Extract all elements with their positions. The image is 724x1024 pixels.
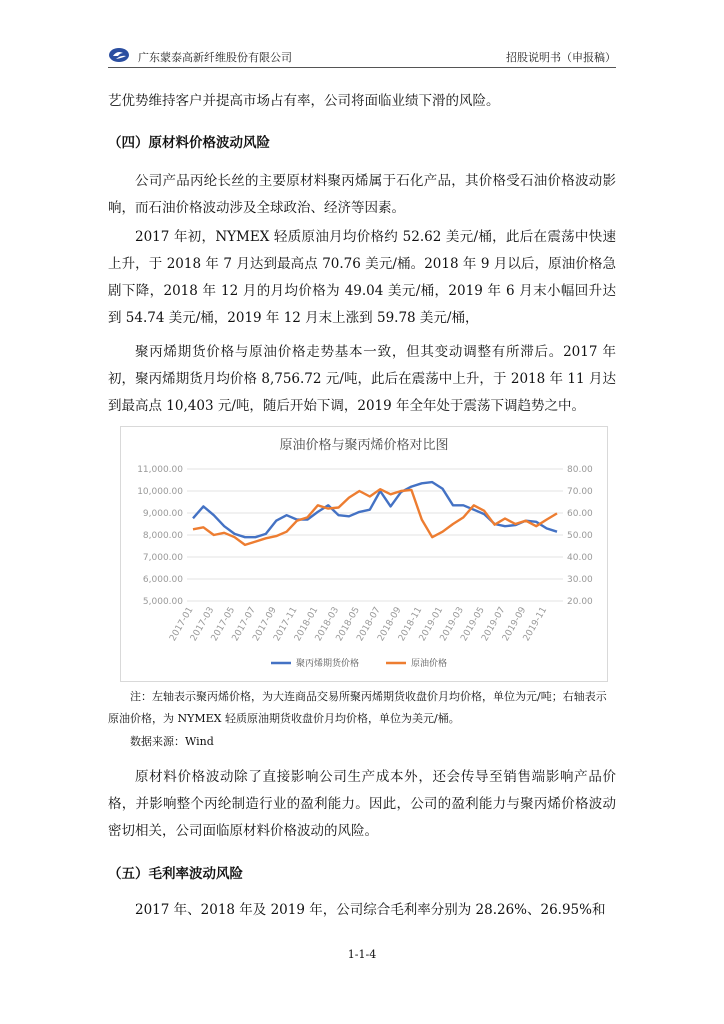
x-axis-tick: 2017-01 [168,605,196,644]
right-axis-tick: 40.00 [567,553,593,563]
paragraph-5: 2017 年、2018 年及 2019 年，公司综合毛利率分别为 28.26%、26.95%和 [135,902,606,918]
x-axis-tick: 2017-09 [251,605,279,644]
x-axis-tick: 2018-11 [396,605,425,644]
x-axis-tick: 2019-01 [417,605,446,644]
left-axis-tick: 5,000.00 [142,597,183,607]
legend-label: 聚丙烯期货价格 [296,659,360,669]
left-axis-tick: 10,000.00 [137,487,183,497]
left-axis-tick: 8,000.00 [142,531,183,541]
x-axis-tick: 2017-05 [209,605,238,644]
x-axis-tick: 2018-05 [334,605,362,644]
x-axis-tick: 2017-03 [188,605,217,644]
company-name: 广东蒙泰高新纤维股份有限公司 [138,51,292,64]
x-axis-tick: 2018-07 [355,605,383,644]
right-axis-tick: 70.00 [567,487,593,497]
polypropylene-price-line [193,482,557,537]
x-axis-tick: 2018-09 [376,605,404,644]
section-heading-4: （四）原材料价格波动风险 [108,135,270,151]
document-type: 招股说明书（申报稿） [506,51,616,64]
legend-label: 原油价格 [411,659,448,669]
x-axis-tick: 2017-11 [272,605,300,644]
right-axis-tick: 20.00 [567,597,593,607]
x-axis-tick: 2019-03 [438,605,466,644]
section-heading-5: （五）毛利率波动风险 [108,866,243,882]
x-axis-tick: 2019-07 [480,605,508,644]
paragraph-1: 公司产品丙纶长丝的主要原材料聚丙烯属于石化产品，其价格受石油价格波动影响，而石油价格波动涉及全球政治、经济等因素。 [108,173,616,216]
paragraph-4: 原材料价格波动除了直接影响公司生产成本外，还会传导至销售端影响产品价格，并影响整个丙纶制造行业的盈利能力。因此，公司的盈利能力与聚丙烯价格波动密切相关，公司面临原材料价格波动的风险。 [108,769,616,839]
data-source: 数据来源：Wind [130,735,214,748]
paragraph-3: 聚丙烯期货价格与原油价格走势基本一致，但其变动调整有所滞后。2017 年初，聚丙烯期货月均价格 8,756.72 元/吨，此后在震荡中上升，于 2018 年 11 月达到最高点 10,403 元/吨，随后开始下调，2019 年全年处于震荡下调趋势之中。 [108,344,616,414]
left-axis-tick: 9,000.00 [142,509,183,519]
right-axis-tick: 50.00 [567,531,593,541]
right-axis-tick: 80.00 [567,465,593,475]
right-axis-tick: 60.00 [567,509,593,519]
chart-note: 注：左轴表示聚丙烯价格，为大连商品交易所聚丙烯期货收盘价月均价格，单位为元/吨；右轴表示原油价格，为 NYMEX 轻质原油期货收盘价月均价格，单位为美元/桶。 [108,690,607,725]
chart-svg [121,427,607,681]
x-axis-tick: 2019-05 [459,605,487,644]
left-axis-tick: 6,000.00 [142,575,183,585]
paragraph-2: 2017 年初，NYMEX 轻质原油月均价格约 52.62 美元/桶，此后在震荡中快速上升，于 2018 年 7 月达到最高点 70.76 美元/桶。2018 年 9 月以后，原油价格急剧下降，2018 年 12 月的月均价格为 49.04 美元/桶，2019 年 6 月末小幅回升达到 54.74 美元/桶，2019 年 12 月末上涨到 59.78 美元/桶， [108,229,616,326]
x-axis-tick: 2019-11 [521,605,550,644]
paragraph-top: 艺优势维持客户并提高市场占有率，公司将面临业绩下滑的风险。 [108,93,500,109]
right-axis-tick: 30.00 [567,575,593,585]
price-comparison-chart [120,426,608,682]
left-axis-tick: 7,000.00 [142,553,183,563]
company-logo-icon [108,47,130,63]
chart-title: 原油价格与聚丙烯价格对比图 [279,438,449,453]
left-axis-tick: 11,000.00 [137,465,183,475]
header-rule [108,67,616,68]
x-axis-tick: 2018-01 [292,605,321,644]
page-header [108,44,616,68]
x-axis-tick: 2019-09 [500,605,529,644]
page-number: 1-1-4 [347,948,377,961]
x-axis-tick: 2017-07 [230,605,258,644]
x-axis-tick: 2018-03 [313,605,342,644]
